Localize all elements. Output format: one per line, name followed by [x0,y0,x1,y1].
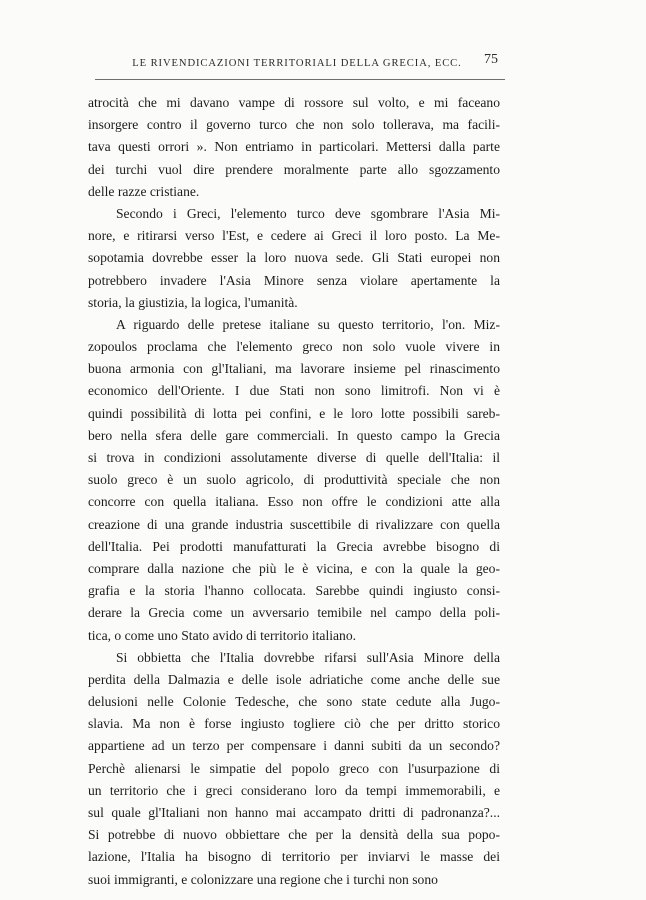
text-line: zopoulos proclama che l'elemento greco non solo vuole vivere in [88,339,500,355]
body-text [88,92,500,891]
text-line: potrebbero invadere l'Asia Minore senza violare apertamente la [88,272,500,288]
text-line: atrocità che mi davano vampe di rossore sul volto, e mi faceano [88,95,500,110]
paragraph [88,314,500,647]
running-title: LE RIVENDICAZIONI TERRITORIALI DELLA GRECIA, ECC. [132,58,462,69]
text-line: un territorio che i greci considerano loro da tempi immemorabili, e [88,782,500,798]
text-line: Secondo i Greci, l'elemento turco deve sgombrare l'Asia Mi- [116,205,500,221]
text-line: comprare dalla nazione che più le è vicina, e con la quale la geo- [88,560,500,576]
text-line: suolo greco è un suolo agricolo, di produttività speciale che non [88,472,500,488]
text-line: suoi immigranti, e colonizzare una regione che i turchi non sono [88,871,438,887]
text-line: sopotamia dovrebbe esser la loro nuova sede. Gli Stati europei non [88,250,500,266]
text-line: delle razze cristiane. [88,183,200,199]
text-line: perdita della Dalmazia e delle isole adriatiche come anche delle sue [88,671,500,687]
text-line: lazione, l'Italia ha bisogno di territorio per inviarvi le masse dei [88,849,500,865]
text-line: Si obbietta che l'Italia dovrebbe rifarsi sull'Asia Minore della [116,649,500,665]
text-line: tica, o come uno Stato avido di territorio italiano. [88,627,357,643]
text-line: economico dell'Oriente. I due Stati non sono limitrofi. Non vi è [88,383,500,399]
text-line: slavia. Ma non è forse ingiusto togliere ciò che per dritto storico [88,716,500,732]
text-line: sul quale gl'Italiani non hanno mai accampato dritti di padronanza?... [88,805,500,820]
page-number: 75 [484,52,498,67]
text-line: insorgere contro il governo turco che non solo tollerava, ma facili- [88,117,500,133]
text-line: Perchè alienarsi le simpatie del popolo greco con l'usurpazione di [88,760,500,776]
paragraph [88,203,500,314]
text-line: bero nella sfera delle gare commerciali. In questo campo la Grecia [88,427,500,443]
header-rule [95,79,505,80]
text-line: si trova in condizioni assolutamente diverse di quelle dell'Italia: il [88,450,500,465]
text-line: nore, e ritirarsi verso l'Est, e cedere ai Greci il loro posto. La Me- [88,228,500,244]
running-head [88,52,506,78]
text-line: buona armonia con gl'Italiani, ma lavorare insieme pel rinascimento [88,361,500,377]
text-line: concorre con quella italiana. Esso non offre le condizioni atte alla [88,494,500,510]
paragraph [88,647,500,891]
text-line: Si potrebbe di nuovo obbiettare che per la densità della sua popo- [88,827,500,843]
text-line: tava questi orrori ». Non entriamo in particolari. Mettersi dalla parte [88,139,500,155]
text-line: creazione di una grande industria suscettibile di rivalizzare con quella [88,516,500,532]
text-line: appartiene ad un terzo per compensare i danni subiti da un secondo? [88,738,500,754]
text-line: delusioni nelle Colonie Tedesche, che sono state cedute alla Jugo- [88,694,500,710]
paragraph [88,92,500,203]
text-line: A riguardo delle pretese italiane su questo territorio, l'on. Miz- [116,316,500,332]
text-line: dei turchi vuol dire prendere moralmente parte allo sgozzamento [88,161,500,177]
text-line: grafia e la storia l'hanno collocata. Sarebbe quindi ingiusto consi- [88,583,500,599]
text-line: dell'Italia. Pei prodotti manufatturati la Grecia avrebbe bisogno di [88,538,500,554]
text-line: quindi possibilità di lotta pei confini, e le loro lotte possibili sareb- [88,405,500,421]
text-line: derare la Grecia come un avversario temibile nel campo della poli- [88,605,500,621]
text-line: storia, la giustizia, la logica, l'umanità. [88,294,298,310]
